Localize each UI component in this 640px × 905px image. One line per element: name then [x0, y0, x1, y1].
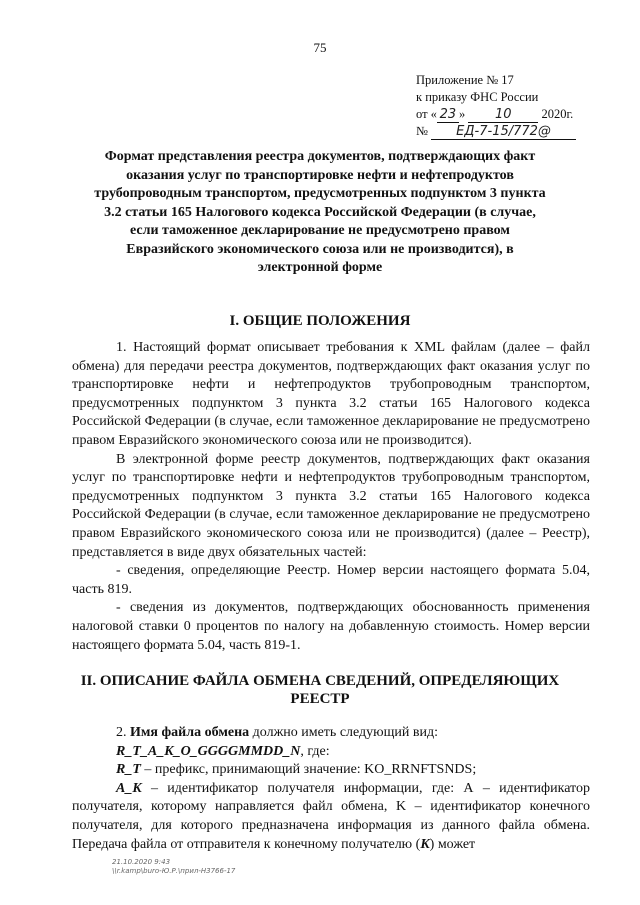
- footer-path: \\r.kamp\buro-Ю.Р.\прил-Н3766-17: [112, 867, 236, 875]
- footer-date: 21.10.2020 9:43: [112, 858, 171, 866]
- date-sep: »: [458, 107, 466, 121]
- section-2-paragraph-4: A_K – идентификатор получателя информации, где: А – идентификатор получателя, которому направляется файл обмена, K – идентификатор конечного получателя, для которого предназначена информация из данного файла обмена. Передача файла от отправителя к конечному получателю (K) может: [72, 780, 590, 852]
- date-month: 10: [468, 108, 538, 123]
- section-1-heading: I. ОБЩИЕ ПОЛОЖЕНИЯ: [229, 313, 411, 329]
- page-number: 75: [313, 40, 327, 55]
- appendix-block: [416, 72, 616, 140]
- section-1-paragraph-1: 1. Настоящий формат описывает требования к XML файлам (далее – файл обмена) для передачи реестра документов, подтверждающих факт оказания услуг по транспортировке нефти и нефтепродуктов трубопроводным транспортом, предусмотренных подпунктом 3 пункта 3.2 статьи 165 Налогового кодекса Российской Федерации (в случае, если таможенное декларирование не предусмотрено правом Евразийского экономического союза или не производится).: [72, 340, 590, 448]
- prefix-code: R_T: [116, 762, 141, 778]
- appendix-date: [416, 106, 616, 123]
- number-value: ЕД-7-15/772@: [431, 125, 576, 140]
- section-2-heading: II. ОПИСАНИЕ ФАЙЛА ОБМЕНА СВЕДЕНИЙ, ОПРЕДЕЛЯЮЩИХ РЕЕСТР: [80, 673, 560, 707]
- appendix-line-1: Приложение № 17: [416, 73, 514, 87]
- section-2-body: [72, 724, 590, 854]
- section-1-paragraph-3: - сведения, определяющие Реестр. Номер версии настоящего формата 5.04, часть 819.: [72, 563, 590, 597]
- appendix-line-2: к приказу ФНС России: [416, 90, 539, 104]
- footer-stamp: [112, 858, 235, 876]
- file-name-pattern: R_T_A_K_O_GGGGMMDD_N: [116, 743, 301, 759]
- section-2-paragraph-2: R_T_A_K_O_GGGGMMDD_N, где:: [116, 743, 330, 759]
- section-1-body: [72, 339, 590, 655]
- appendix-number: [416, 123, 616, 140]
- date-suffix: г.: [566, 107, 574, 121]
- section-2-paragraph-1: 2. Имя файла обмена должно иметь следующий вид:: [116, 725, 439, 740]
- section-1-paragraph-2: В электронной форме реестр документов, подтверждающих факт оказания услуг по транспортировке нефти и нефтепродуктов трубопроводным транспортом, предусмотренных подпунктом 3 пункта 3.2 статьи 165 Налогового кодекса Российской Федерации (в случае, если таможенное декларирование не предусмотрено правом Евразийского экономического союза или не производится) (далее – Реестр), представляется в виде двух обязательных частей:: [72, 451, 590, 560]
- file-name-term: Имя файла обмена: [130, 725, 250, 740]
- date-prefix: от «: [416, 107, 437, 121]
- document-title: Формат представления реестра документов, подтверждающих факт оказания услуг по транспортировке нефти и нефтепродуктов трубопроводным транспортом, предусмотренных подпунктом 3 пункта 3.2 статьи 165 Налогового кодекса Российской Федерации (в случае, если таможенное декларирование не предусмотрено правом Евразийского экономического союза или не производится), в электронной форме: [94, 149, 546, 275]
- section-1-paragraph-4: - сведения из документов, подтверждающих обоснованность применения налоговой ставки 0 процентов по налогу на добавленную стоимость. Номер версии настоящего формата 5.04, часть 819-1.: [72, 600, 590, 653]
- date-year: 2020: [541, 107, 567, 121]
- recipient-code: A_K: [116, 780, 142, 796]
- number-prefix: №: [416, 124, 428, 138]
- section-2-paragraph-3: R_T – префикс, принимающий значение: KO_RRNFTSNDS;: [116, 762, 477, 778]
- date-day: 23: [437, 108, 459, 123]
